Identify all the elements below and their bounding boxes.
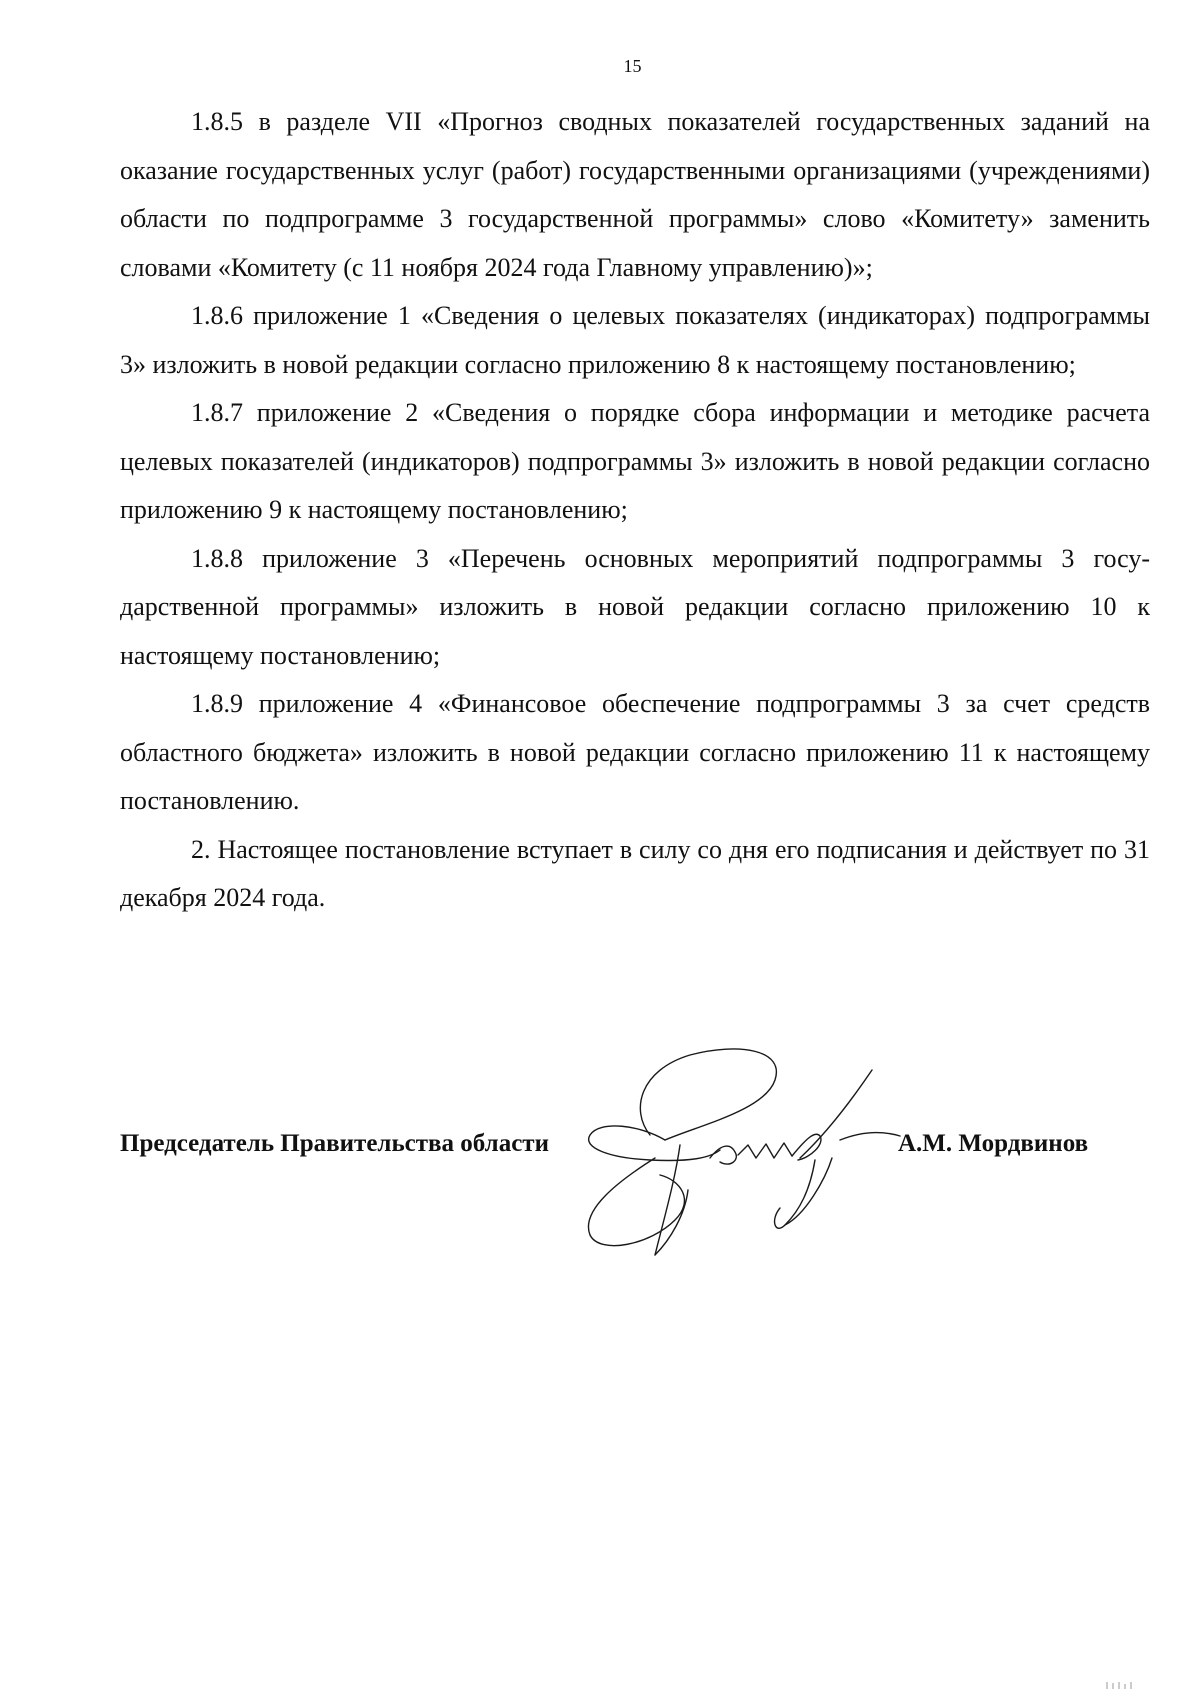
paragraph-2: 2. Настоящее постановление вступает в силу со дня его подписания и действует по 31 декабря 2024 года. xyxy=(120,834,1150,912)
paragraph-1-8-8: 1.8.8 приложение 3 «Перечень основных мероприятий подпрограммы 3 государственной программы» изложить в новой редакции согласно приложению 10 к настоящему постановлению; xyxy=(120,543,1150,670)
page-number: 15 xyxy=(623,56,642,76)
paragraph-1-8-6: 1.8.6 приложение 1 «Сведения о целевых показателях (индикаторах) подпрограммы 3» изложить в новой редакции согласно приложению 8 к настоящему постановлению; xyxy=(120,301,1150,379)
document-body xyxy=(120,98,1150,923)
paragraph-1-8-5: 1.8.5 в разделе VII «Прогноз сводных показателей государственных заданий на оказание государственных услуг (работ) государственными организациями (учреждениями) области по подпрограмме 3 государственной программы» слово «Комитету» заменить словами «Комитету (с 11 ноября 2024 года Главному управлению)»; xyxy=(120,107,1150,282)
scan-corner-marks xyxy=(1105,1680,1145,1690)
signatory-name: А.М. Мордвинов xyxy=(898,1130,1089,1157)
paragraph-1-8-7: 1.8.7 приложение 2 «Сведения о порядке сбора информации и методике расчета целевых показателей (индикаторов) подпрограммы 3» изложить в новой редакции согласно приложению 9 к настоящему постановлению; xyxy=(120,398,1150,524)
paragraph-1-8-9: 1.8.9 приложение 4 «Финансовое обеспечение подпрограммы 3 за счет средств областного бюджета» изложить в новой редакции согласно приложению 11 к настоящему постановлению. xyxy=(120,689,1150,815)
signatory-position: Председатель Правительства области xyxy=(120,1130,549,1157)
handwritten-signature-icon xyxy=(570,1040,930,1260)
